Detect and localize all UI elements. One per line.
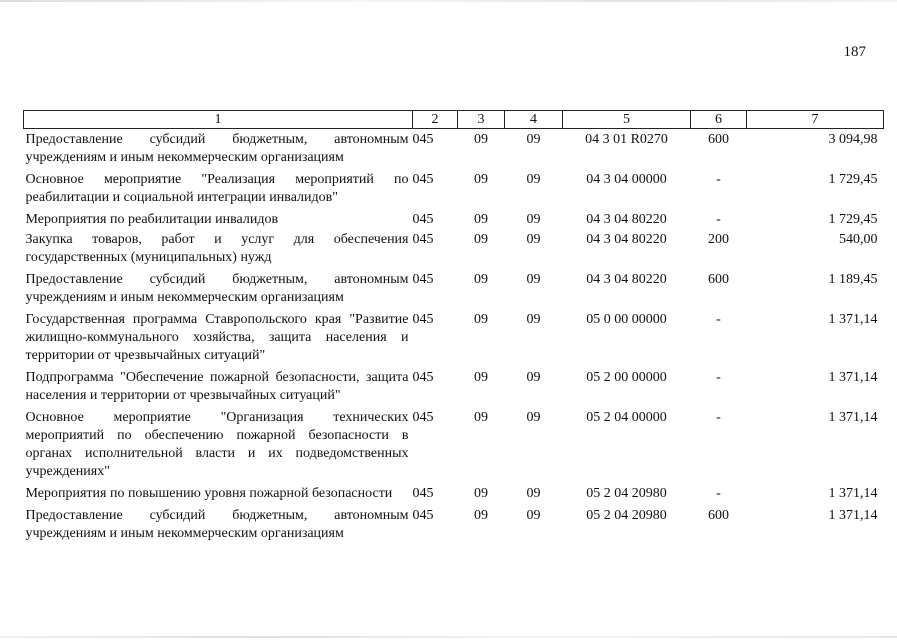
row-amount: 1 729,45 <box>828 172 878 187</box>
row-amount: 1 371,14 <box>828 410 878 425</box>
row-ministry-code: 045 <box>412 212 434 227</box>
header-row <box>24 111 884 129</box>
row-subsection: 09 <box>526 312 541 327</box>
row-ministry-code: 045 <box>412 272 434 287</box>
row-name: Предоставление субсидий бюджетным, автономным учреждениям и иным некоммерческим организациям <box>25 272 409 305</box>
row-section: 09 <box>474 172 488 187</box>
row-expense-type: - <box>716 410 721 425</box>
row-target-article: 05 2 04 20980 <box>586 486 667 501</box>
header-col-2: 2 <box>413 111 458 129</box>
row-name: Предоставление субсидий бюджетным, автономным учреждениям и иным некоммерческим организациям <box>25 508 409 541</box>
row-expense-type: - <box>716 486 721 501</box>
table-row <box>24 167 884 207</box>
row-name: Мероприятия по повышению уровня пожарной безопасности <box>25 486 393 501</box>
row-subsection: 09 <box>526 370 541 385</box>
row-subsection: 09 <box>526 132 541 147</box>
row-expense-type: - <box>716 370 721 385</box>
table-row <box>24 229 884 267</box>
row-ministry-code: 045 <box>412 232 434 247</box>
row-ministry-code: 045 <box>412 370 434 385</box>
row-section: 09 <box>474 370 488 385</box>
row-ministry-code: 045 <box>412 312 434 327</box>
row-ministry-code: 045 <box>412 410 434 425</box>
row-section: 09 <box>474 212 488 227</box>
table-body <box>24 129 884 544</box>
scan-edge-top <box>0 0 897 2</box>
row-subsection: 09 <box>526 172 541 187</box>
row-section: 09 <box>474 486 488 501</box>
row-expense-type: 600 <box>708 272 729 287</box>
row-section: 09 <box>474 508 488 523</box>
row-subsection: 09 <box>526 212 541 227</box>
row-amount: 1 371,14 <box>828 370 878 385</box>
row-amount: 540,00 <box>839 232 878 247</box>
budget-table <box>23 110 884 543</box>
row-name: Мероприятия по реабилитации инвалидов <box>25 212 279 227</box>
row-amount: 1 371,14 <box>828 312 878 327</box>
row-subsection: 09 <box>526 272 541 287</box>
header-col-5: 5 <box>563 111 691 129</box>
row-target-article: 04 3 04 80220 <box>586 212 667 227</box>
table-header <box>24 111 884 129</box>
row-target-article: 04 3 04 00000 <box>586 172 667 187</box>
header-col-4: 4 <box>505 111 563 129</box>
row-expense-type: 200 <box>708 232 729 247</box>
table-row <box>24 481 884 503</box>
row-subsection: 09 <box>526 508 541 523</box>
row-section: 09 <box>474 132 488 147</box>
row-ministry-code: 045 <box>412 172 434 187</box>
row-subsection: 09 <box>526 486 541 501</box>
header-col-3: 3 <box>458 111 505 129</box>
table-row <box>24 503 884 543</box>
row-subsection: 09 <box>526 232 541 247</box>
scan-edge-bottom <box>0 636 897 638</box>
row-ministry-code: 045 <box>412 508 434 523</box>
row-expense-type: - <box>716 172 721 187</box>
row-name: Государственная программа Ставропольского края "Развитие жилищно-коммунального хозяйства, защита населения и территории от чрезвычайных ситуаций" <box>25 312 409 363</box>
header-col-1: 1 <box>24 111 413 129</box>
row-name: Предоставление субсидий бюджетным, автономным учреждениям и иным некоммерческим организациям <box>25 132 409 165</box>
row-target-article: 04 3 01 R0270 <box>585 132 668 147</box>
row-ministry-code: 045 <box>412 486 434 501</box>
header-col-6: 6 <box>691 111 747 129</box>
row-target-article: 05 0 00 00000 <box>586 312 667 327</box>
table-row <box>24 365 884 405</box>
row-amount: 3 094,98 <box>828 132 878 147</box>
row-amount: 1 371,14 <box>828 508 878 523</box>
row-amount: 1 189,45 <box>828 272 878 287</box>
row-amount: 1 371,14 <box>828 486 878 501</box>
row-target-article: 05 2 04 20980 <box>586 508 667 523</box>
table-row <box>24 267 884 307</box>
row-target-article: 05 2 00 00000 <box>586 370 667 385</box>
row-section: 09 <box>474 312 488 327</box>
table-row <box>24 307 884 365</box>
row-section: 09 <box>474 232 488 247</box>
row-amount: 1 729,45 <box>828 212 878 227</box>
row-subsection: 09 <box>526 410 541 425</box>
row-name: Закупка товаров, работ и услуг для обеспечения государственных (муниципальных) нужд <box>25 232 409 265</box>
table-row <box>24 207 884 229</box>
row-section: 09 <box>474 410 488 425</box>
row-name: Подпрограмма "Обеспечение пожарной безопасности, защита населения и территории от чрезвычайных ситуаций" <box>25 370 409 403</box>
row-ministry-code: 045 <box>412 132 434 147</box>
row-target-article: 04 3 04 80220 <box>586 272 667 287</box>
row-expense-type: - <box>716 312 721 327</box>
row-expense-type: 600 <box>708 132 729 147</box>
row-target-article: 04 3 04 80220 <box>586 232 667 247</box>
row-target-article: 05 2 04 00000 <box>586 410 667 425</box>
row-name: Основное мероприятие "Реализация мероприятий по реабилитации и социальной интеграции инвалидов" <box>25 172 409 205</box>
row-section: 09 <box>474 272 488 287</box>
table-row <box>24 129 884 168</box>
row-expense-type: 600 <box>708 508 729 523</box>
table-row <box>24 405 884 481</box>
header-col-7: 7 <box>747 111 884 129</box>
row-expense-type: - <box>716 212 721 227</box>
page-number: 187 <box>843 44 866 60</box>
row-name: Основное мероприятие "Организация технических мероприятий по обеспечению пожарной безопасности в органах исполнительной власти и их подведомственных учреждениях" <box>25 410 409 479</box>
